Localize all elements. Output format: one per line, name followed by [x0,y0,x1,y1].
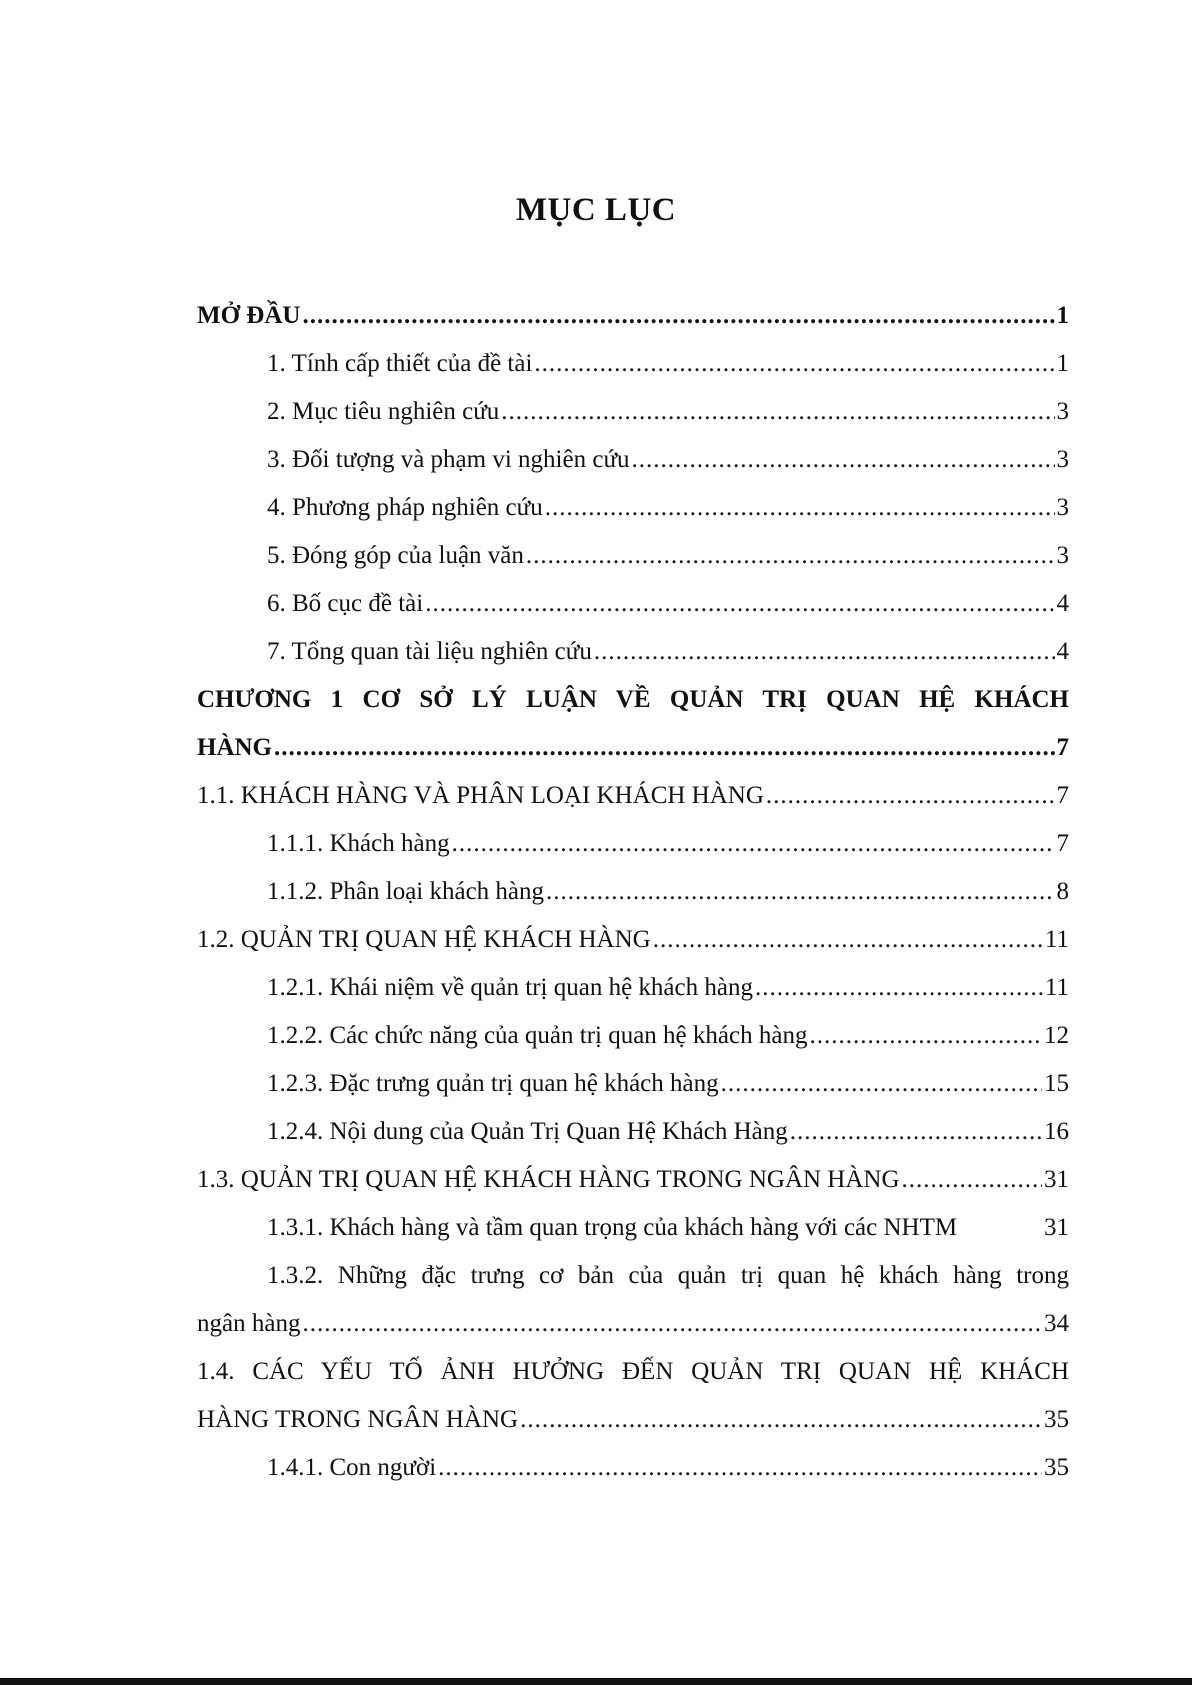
page-title: MỤC LỤC [515,192,677,228]
toc-entry-text: CHƯƠNG 1 CƠ SỞ LÝ LUẬN VỀ QUẢN TRỊ QUAN HỆ KHÁCH [197,686,1069,713]
toc-page-number: 1 [1056,350,1069,377]
toc-entry-text: 1.3. QUẢN TRỊ QUAN HỆ KHÁCH HÀNG TRONG NGÂN HÀNG [197,1166,900,1193]
toc-page-number: 11 [1044,926,1069,953]
toc-page-number: 8 [1056,878,1069,905]
toc-entry-text: 5. Đóng góp của luận văn [267,542,524,569]
toc-leader-dots [534,340,1054,388]
toc-entry-7[interactable] [197,628,1069,676]
toc-page-number: 35 [1044,1406,1069,1433]
toc-leader-dots [438,1444,1042,1492]
toc-entry-text: 4. Phương pháp nghiên cứu [267,494,543,521]
toc-leader-dots [452,820,1055,868]
toc-leader-dots [425,580,1054,628]
toc-entry-text: 1.2. QUẢN TRỊ QUAN HỆ KHÁCH HÀNG [197,926,651,953]
toc-leader-dots [546,868,1054,916]
toc-page-number: 7 [1056,782,1069,809]
toc-entry-text: 1.3.2. Những đặc trưng cơ bản của quản trị quan hệ khách hàng trong [267,1262,1069,1289]
toc-entry-text: 7. Tổng quan tài liệu nghiên cứu [267,638,592,665]
toc-entry-text: 1.1.1. Khách hàng [267,830,450,857]
toc-entry-1-4-1[interactable] [197,1444,1069,1492]
toc-entry-1-3-2-line1[interactable] [197,1252,1069,1300]
toc-entry-text: 6. Bố cục đề tài [267,590,424,617]
toc-entry-1-3[interactable] [197,1156,1069,1204]
toc-entry-1-1-1[interactable] [197,820,1069,868]
toc-entry-text: 3. Đối tượng và phạm vi nghiên cứu [267,446,630,473]
toc-entry-text: 1.2.4. Nội dung của Quản Trị Quan Hệ Khách Hàng [267,1118,788,1145]
toc-page-number: 7 [1056,734,1069,761]
toc-leader-dots [653,916,1043,964]
toc-entry-text: 1.3.1. Khách hàng và tầm quan trọng của khách hàng với các NHTM [267,1214,958,1241]
toc-page-number: 3 [1056,446,1069,473]
toc-leader-dots [302,292,1054,340]
toc-leader-dots [766,772,1055,820]
toc-entry-1-2[interactable] [197,916,1069,964]
toc-entry-1-1[interactable] [197,772,1069,820]
toc-page-number: 1 [1056,302,1069,329]
toc-entry-4[interactable] [197,484,1069,532]
toc-leader-dots [302,1300,1042,1348]
toc-entry-1[interactable] [197,340,1069,388]
toc-entry-chuong-1[interactable] [197,724,1069,772]
toc-entry-1-2-2[interactable] [197,1012,1069,1060]
toc-page-number: 3 [1056,494,1069,521]
toc-page-number: 11 [1044,974,1069,1001]
toc-entry-chuong-1-line1[interactable] [197,676,1069,724]
toc-leader-dots [501,388,1054,436]
toc-entry-3[interactable] [197,436,1069,484]
toc-entry-text: 2. Mục tiêu nghiên cứu [267,398,500,425]
toc-page-number: 12 [1044,1022,1069,1049]
toc-entry-1-4-line1[interactable] [197,1348,1069,1396]
toc-entry-text: 1.4.1. Con người [267,1454,437,1481]
toc-page-number: 15 [1044,1070,1069,1097]
toc-entry-1-2-3[interactable] [197,1060,1069,1108]
toc-leader-dots [274,724,1055,772]
toc-entry-mo-dau[interactable] [197,292,1069,340]
toc-entry-5[interactable] [197,532,1069,580]
toc-entry-1-1-2[interactable] [197,868,1069,916]
toc-entry-1-3-2[interactable] [197,1300,1069,1348]
toc-leader-dots [594,628,1055,676]
toc-leader-dots [632,436,1055,484]
toc-entry-text: MỞ ĐẦU [197,302,301,329]
toc-leader-dots [545,484,1055,532]
toc-entry-text: 1.1. KHÁCH HÀNG VÀ PHÂN LOẠI KHÁCH HÀNG [197,782,764,809]
toc-entry-1-3-1[interactable] [197,1204,1069,1252]
toc-leader-dots [721,1060,1042,1108]
toc-entry-1-4[interactable] [197,1396,1069,1444]
toc-entry-text: HÀNG [197,734,272,761]
toc-entry-text: 1.2.3. Đặc trưng quản trị quan hệ khách hàng [267,1070,719,1097]
toc-entry-6[interactable] [197,580,1069,628]
toc-page-number: 3 [1056,542,1069,569]
toc-page-number: 16 [1044,1118,1069,1145]
toc-page-number: 3 [1056,398,1069,425]
toc-page-number: 4 [1056,638,1069,665]
toc-page-number: 7 [1056,830,1069,857]
toc-page-number: 4 [1056,590,1069,617]
toc-page-number: 34 [1044,1310,1069,1337]
bottom-edge-bar [0,1678,1192,1685]
toc-entry-text: 1.4. CÁC YẾU TỐ ẢNH HƯỞNG ĐẾN QUẢN TRỊ QUAN HỆ KHÁCH [197,1358,1069,1385]
toc-entry-text: 1.2.2. Các chức năng của quản trị quan hệ khách hàng [267,1022,808,1049]
toc-leader-dots [809,1012,1042,1060]
toc-entry-text: 1. Tính cấp thiết của đề tài [267,350,533,377]
toc-entry-text: HÀNG TRONG NGÂN HÀNG [197,1406,519,1433]
toc-page-number: 35 [1044,1454,1069,1481]
toc-entry-text: 1.2.1. Khái niệm về quản trị quan hệ khách hàng [267,974,753,1001]
toc-leader-dots [526,532,1055,580]
toc-entry-text: ngân hàng [197,1310,301,1337]
table-of-contents [197,292,1069,1492]
toc-leader-dots [755,964,1043,1012]
toc-leader-dots [520,1396,1042,1444]
toc-leader-dots [902,1156,1042,1204]
toc-entry-1-2-4[interactable] [197,1108,1069,1156]
toc-page-number: 31 [1044,1166,1069,1193]
toc-leader-dots [790,1108,1042,1156]
toc-entry-text: 1.1.2. Phân loại khách hàng [267,878,545,905]
toc-entry-1-2-1[interactable] [197,964,1069,1012]
toc-page-number: 31 [1044,1214,1069,1241]
toc-entry-2[interactable] [197,388,1069,436]
